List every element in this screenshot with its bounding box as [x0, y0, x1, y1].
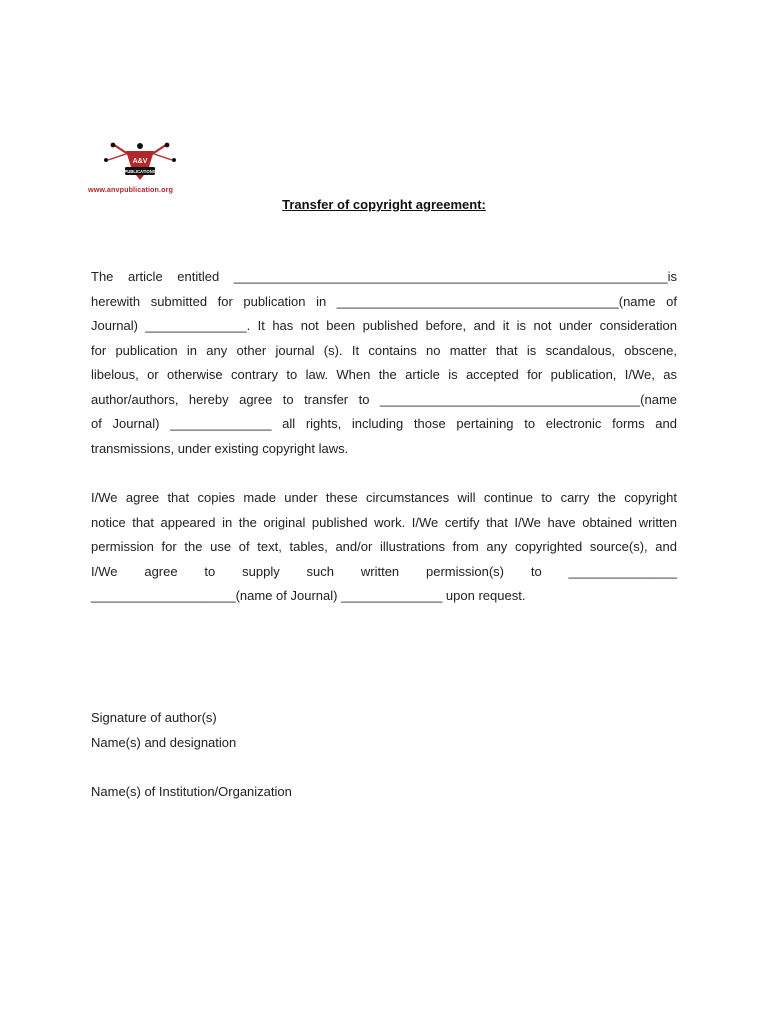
paragraph-line: I/We agree that copies made under these circumstances will continue to carry the copyright [91, 490, 677, 505]
paragraph-line: of Journal) ______________ all rights, including those pertaining to electronic forms and [91, 416, 677, 431]
paragraph-line: I/We agree to supply such written permission(s) to _______________ [91, 563, 677, 579]
logo-badge-text: A&V [132, 158, 148, 165]
names-designation-label: Name(s) and designation [91, 735, 237, 750]
institution-label: Name(s) of Institution/Organization [91, 784, 292, 799]
paragraph-line: notice that appeared in the original published work. I/We certify that I/We have obtained written [91, 514, 677, 530]
signature-label: Signature of author(s) [91, 710, 217, 725]
paragraph-line: for publication in any other journal (s). It contains no matter that is scandalous, obscene, [91, 342, 677, 358]
paragraph-line: herewith submitted for publication in _______________________________________(name of [91, 293, 677, 309]
logo-url: www.anvpublication.org [88, 185, 173, 194]
paragraph-line: permission for the use of text, tables, and/or illustrations from any copyrighted source(s), and [91, 539, 677, 554]
paragraph-line: The article entitled ____________________________________________________________is [91, 269, 677, 284]
paragraph-line: ____________________(name of Journal) ______________ upon request. [91, 588, 526, 603]
document-title: Transfer of copyright agreement: [282, 197, 486, 212]
paragraph-line: Journal) ______________. It has not been published before, and it is not under consideration [91, 318, 677, 333]
logo-figure-icon [88, 140, 192, 186]
paragraph-line: libelous, or otherwise contrary to law. When the article is accepted for publication, I/We, as [91, 367, 677, 382]
paragraph-line: transmissions, under existing copyright laws. [91, 440, 349, 456]
paragraph-2 [91, 486, 677, 609]
paragraph-1 [91, 265, 677, 461]
paragraph-line: author/authors, hereby agree to transfer to ____________________________________(name [91, 391, 677, 407]
publisher-logo [88, 140, 192, 200]
logo-subtitle-text: PUBLICATIONS [124, 169, 156, 174]
